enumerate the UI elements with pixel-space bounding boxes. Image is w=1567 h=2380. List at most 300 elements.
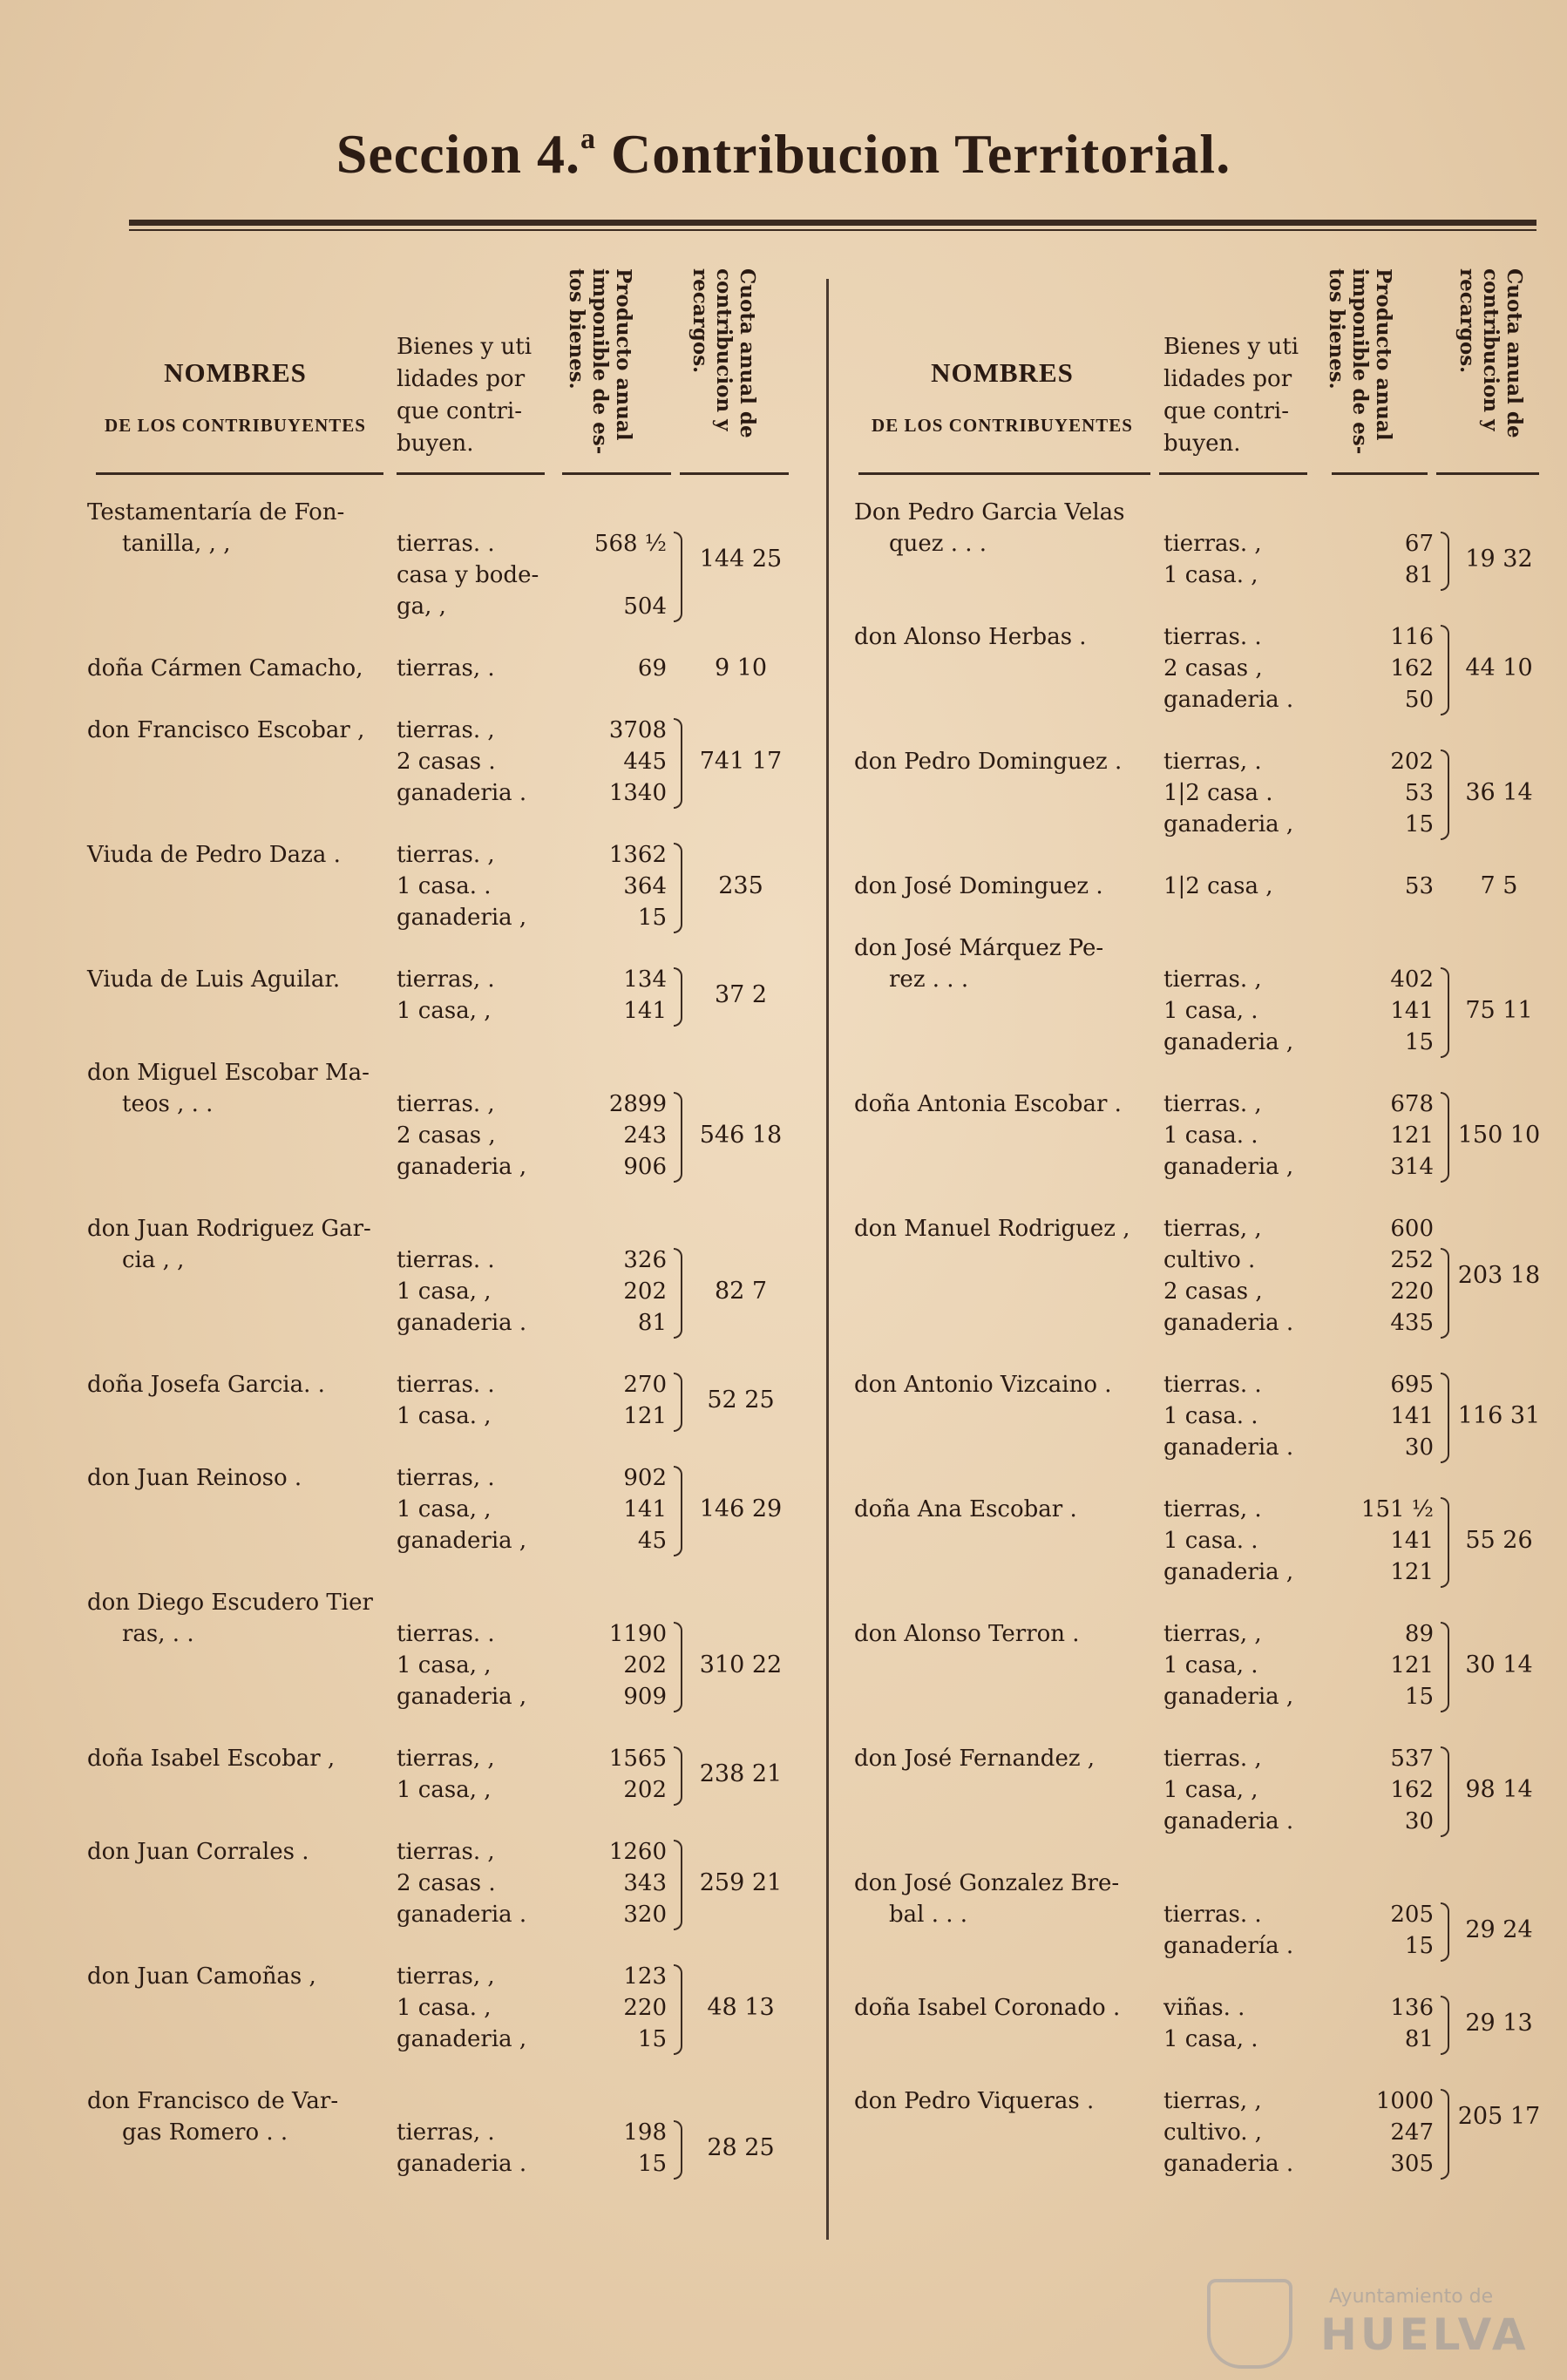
- asset-item: [397, 1400, 684, 1432]
- asset-label: ganaderia .: [1163, 2151, 1294, 2177]
- contributor-entry: [87, 1836, 797, 1961]
- contributor-name: [854, 746, 1168, 777]
- asset-value: 1190: [608, 1621, 667, 1647]
- name-line: don José Dominguez .: [854, 873, 1103, 899]
- contributor-entry: [87, 1057, 797, 1213]
- header-rule: [1159, 472, 1307, 475]
- asset-value: 89: [1404, 1621, 1434, 1647]
- brace: [674, 1466, 682, 1556]
- asset-value: 15: [1404, 811, 1434, 837]
- asset-list: [397, 1743, 684, 1806]
- contributor-entry: [854, 1213, 1543, 1369]
- asset-value: 15: [1404, 1029, 1434, 1055]
- asset-value: 252: [1390, 1247, 1434, 1273]
- contributor-entry: [87, 1213, 797, 1369]
- asset-item: [397, 777, 684, 809]
- tax-amount: 19 32: [1465, 546, 1533, 573]
- contributor-name: [87, 964, 401, 995]
- asset-value: 116: [1390, 624, 1434, 650]
- asset-label: tierras. ,: [397, 1839, 495, 1865]
- asset-item: [397, 2117, 684, 2148]
- name-line: don Diego Escudero Tier: [87, 1590, 373, 1616]
- name-line: tanilla, , ,: [122, 531, 231, 557]
- contributor-entry: [87, 715, 797, 839]
- asset-item: [1163, 809, 1451, 840]
- asset-list: [1163, 528, 1451, 591]
- name-line: doña Cármen Camacho,: [87, 655, 363, 681]
- asset-list: [397, 1369, 684, 1432]
- asset-item: [1163, 1151, 1451, 1183]
- asset-item: [397, 1650, 684, 1681]
- asset-label: cultivo .: [1163, 1247, 1256, 1273]
- asset-item: [1163, 1525, 1451, 1556]
- name-line: don Juan Camoñas ,: [87, 1963, 316, 1990]
- name-line: don Alonso Herbas .: [854, 624, 1087, 650]
- name-line: teos , . .: [122, 1091, 214, 1117]
- name-line: ras, . .: [122, 1621, 194, 1647]
- brace: [674, 967, 682, 1027]
- shield-icon: [1207, 2279, 1292, 2369]
- asset-item: [1163, 1027, 1451, 1058]
- contributor-name: [854, 932, 1168, 995]
- asset-item: [397, 1836, 684, 1868]
- name-line: don Juan Rodriguez Gar-: [87, 1216, 371, 1242]
- tax-amount: 36 14: [1465, 779, 1533, 806]
- asset-label: tierras, .: [397, 2119, 495, 2146]
- asset-value: 53: [1404, 780, 1434, 806]
- asset-item: [1163, 1244, 1451, 1276]
- name-line: Viuda de Luis Aguilar.: [87, 966, 341, 993]
- asset-item: [397, 1462, 684, 1494]
- asset-list: [1163, 871, 1451, 902]
- huelva-watermark: Ayuntamiento de HUELVA: [1207, 2279, 1503, 2357]
- asset-label: tierras. .: [1163, 624, 1262, 650]
- asset-item: [1163, 1743, 1451, 1774]
- asset-item: [397, 1151, 684, 1183]
- asset-value: 1340: [608, 780, 667, 806]
- asset-value: 45: [637, 1528, 667, 1554]
- asset-value: 121: [1390, 1559, 1434, 1585]
- asset-item: [1163, 653, 1451, 684]
- asset-value: 121: [623, 1403, 667, 1429]
- contributor-name: [87, 1743, 401, 1774]
- contributor-name: [87, 653, 401, 684]
- asset-value: 343: [623, 1870, 667, 1896]
- asset-list: [1163, 1992, 1451, 2055]
- contributor-entry: [854, 1369, 1543, 1494]
- asset-label: 1 casa, .: [1163, 1652, 1258, 1678]
- brace: [1441, 1248, 1449, 1339]
- asset-value: 202: [623, 1777, 667, 1803]
- asset-value: 15: [637, 2151, 667, 2177]
- asset-value: 320: [623, 1902, 667, 1928]
- asset-value: 162: [1390, 1777, 1434, 1803]
- asset-item: [397, 1120, 684, 1151]
- header-rule: [1436, 472, 1539, 475]
- asset-label: 2 casas ,: [1163, 655, 1263, 681]
- asset-label: tierras, ,: [397, 1746, 495, 1772]
- asset-value: 205: [1390, 1902, 1434, 1928]
- brace: [1441, 1902, 1449, 1962]
- asset-item: [397, 528, 684, 559]
- name-line: don Manuel Rodriguez ,: [854, 1216, 1130, 1242]
- asset-item: [397, 2148, 684, 2180]
- tax-amount: 205 17: [1457, 2103, 1541, 2130]
- asset-item: [397, 1899, 684, 1930]
- asset-list: [397, 2117, 684, 2180]
- asset-label: 1|2 casa ,: [1163, 873, 1273, 899]
- contributor-name: [854, 2085, 1168, 2117]
- asset-label: tierras. .: [397, 1372, 495, 1398]
- asset-value: 504: [623, 593, 667, 620]
- asset-item: [1163, 964, 1451, 995]
- contributor-name: [87, 1057, 401, 1120]
- brace: [674, 718, 682, 809]
- contributor-entry: [87, 653, 797, 715]
- asset-item: [1163, 1992, 1451, 2024]
- contributor-name: [87, 1587, 401, 1650]
- contributor-entry: [854, 1868, 1543, 1992]
- asset-label: tierras. .: [397, 531, 495, 557]
- tax-amount: 116 31: [1457, 1402, 1541, 1429]
- asset-label: tierras. ,: [1163, 1746, 1262, 1772]
- asset-label: tierras. ,: [1163, 531, 1262, 557]
- asset-item: [1163, 1369, 1451, 1400]
- brace: [674, 843, 682, 933]
- asset-item: [397, 1961, 684, 1992]
- asset-value: 81: [1404, 2026, 1434, 2052]
- name-line: don Francisco de Var-: [87, 2088, 339, 2114]
- asset-label: casa y bode-: [397, 562, 539, 588]
- brace: [674, 532, 682, 622]
- asset-label: tierras, .: [1163, 1496, 1262, 1522]
- brace: [1441, 625, 1449, 715]
- name-line: doña Isabel Escobar ,: [87, 1746, 336, 1772]
- asset-label: 1 casa, ,: [1163, 1777, 1258, 1803]
- asset-label: tierras. .: [397, 1247, 495, 1273]
- asset-label: 1 casa. .: [1163, 1528, 1258, 1554]
- contributor-name: [854, 1618, 1168, 1650]
- asset-label: 2 casas ,: [397, 1122, 496, 1149]
- asset-item: [397, 964, 684, 995]
- asset-label: 1 casa, ,: [397, 1496, 492, 1522]
- asset-item: [397, 871, 684, 902]
- tax-amount: 9 10: [714, 654, 768, 681]
- tax-amount: 28 25: [707, 2134, 775, 2161]
- asset-value: 314: [1390, 1154, 1434, 1180]
- asset-item: [1163, 2117, 1451, 2148]
- header-rule: [96, 472, 383, 475]
- brace: [674, 1092, 682, 1183]
- asset-value: 1000: [1375, 2088, 1434, 2114]
- asset-item: [1163, 621, 1451, 653]
- asset-item: [397, 1681, 684, 1712]
- asset-list: [1163, 964, 1451, 1058]
- name-line: don José Fernandez ,: [854, 1746, 1096, 1772]
- asset-item: [397, 1868, 684, 1899]
- asset-list: [397, 964, 684, 1027]
- asset-item: [1163, 1650, 1451, 1681]
- name-line: don José Márquez Pe-: [854, 935, 1104, 961]
- asset-label: 1 casa, ,: [397, 1278, 492, 1305]
- asset-value: 600: [1390, 1216, 1434, 1242]
- asset-value: 402: [1390, 966, 1434, 993]
- asset-item: [1163, 746, 1451, 777]
- contributor-name: [87, 1961, 401, 1992]
- asset-item: [1163, 1494, 1451, 1525]
- asset-label: tierras, ,: [1163, 2088, 1262, 2114]
- left-entries: [87, 497, 797, 2210]
- contributor-name: [854, 1369, 1168, 1400]
- tax-amount: 259 21: [699, 1869, 783, 1896]
- asset-item: [397, 1494, 684, 1525]
- asset-value: 568 ½: [594, 531, 667, 557]
- asset-value: 121: [1390, 1122, 1434, 1149]
- header-names: NOMBRES DE LOS CONTRIBUYENTES: [872, 357, 1133, 436]
- tax-amount: 29 13: [1465, 2010, 1533, 2037]
- asset-item: [1163, 1899, 1451, 1930]
- page-title: Seccion 4.$^a$ Contribucion Territorial.: [336, 123, 1231, 185]
- brace: [1441, 532, 1449, 591]
- asset-label: 2 casas ,: [1163, 1278, 1263, 1305]
- asset-value: 30: [1404, 1808, 1434, 1834]
- asset-item: [1163, 995, 1451, 1027]
- asset-label: 2 casas .: [397, 1870, 496, 1896]
- asset-label: tierras, .: [397, 1465, 495, 1491]
- asset-list: [1163, 1369, 1451, 1463]
- asset-label: tierras, ,: [1163, 1621, 1262, 1647]
- header-rule: [397, 472, 545, 475]
- contributor-name: [854, 1494, 1168, 1525]
- asset-item: [397, 1369, 684, 1400]
- contributor-name: [854, 1868, 1168, 1930]
- asset-item: [1163, 777, 1451, 809]
- asset-value: 151 ½: [1360, 1496, 1434, 1522]
- asset-item: [397, 2024, 684, 2055]
- asset-list: [1163, 746, 1451, 840]
- tax-amount: 55 26: [1465, 1527, 1533, 1554]
- name-line: don Pedro Dominguez .: [854, 749, 1123, 775]
- brace: [1441, 1746, 1449, 1837]
- name-line: don Miguel Escobar Ma-: [87, 1060, 370, 1086]
- asset-label: ganaderia ,: [397, 2026, 527, 2052]
- asset-value: 435: [1390, 1310, 1434, 1336]
- asset-label: 1 casa. .: [1163, 1403, 1258, 1429]
- asset-value: 141: [1390, 1403, 1434, 1429]
- asset-label: viñas. .: [1163, 1995, 1245, 2021]
- brace: [1441, 1373, 1449, 1463]
- asset-label: 1|2 casa .: [1163, 780, 1273, 806]
- name-line: Viuda de Pedro Daza .: [87, 842, 341, 868]
- contributor-entry: [854, 1992, 1543, 2085]
- name-line: bal . . .: [889, 1902, 968, 1928]
- asset-value: 326: [623, 1247, 667, 1273]
- name-line: don Francisco Escobar ,: [87, 717, 365, 743]
- asset-list: [397, 1088, 684, 1183]
- asset-item: [1163, 528, 1451, 559]
- asset-item: [397, 1307, 684, 1339]
- asset-value: 537: [1390, 1746, 1434, 1772]
- asset-value: 305: [1390, 2151, 1434, 2177]
- asset-label: ganaderia .: [397, 1902, 527, 1928]
- asset-value: 270: [623, 1372, 667, 1398]
- asset-item: [1163, 1276, 1451, 1307]
- asset-label: cultivo. ,: [1163, 2119, 1263, 2146]
- asset-value: 141: [623, 998, 667, 1024]
- asset-label: tierras. ,: [1163, 1091, 1262, 1117]
- asset-value: 136: [1390, 1995, 1434, 2021]
- asset-label: 1 casa, ,: [397, 1652, 492, 1678]
- contributor-name: [87, 1369, 401, 1400]
- brace: [1441, 967, 1449, 1058]
- asset-value: 53: [1404, 873, 1434, 899]
- contributor-entry: [854, 497, 1543, 621]
- asset-list: [397, 1961, 684, 2055]
- name-line: cia , ,: [122, 1247, 185, 1273]
- asset-list: [397, 1836, 684, 1930]
- asset-label: ganaderia .: [397, 2151, 527, 2177]
- asset-value: 445: [623, 749, 667, 775]
- asset-list: [397, 528, 684, 622]
- asset-label: 2 casas .: [397, 749, 496, 775]
- asset-label: tierras. ,: [397, 842, 495, 868]
- asset-label: tierras, ,: [397, 1963, 495, 1990]
- contributor-entry: [87, 2085, 797, 2210]
- asset-item: [1163, 1432, 1451, 1463]
- asset-label: tierras, .: [1163, 749, 1262, 775]
- asset-value: 15: [637, 2026, 667, 2052]
- asset-item: [397, 1992, 684, 2024]
- contributor-entry: [87, 1369, 797, 1462]
- title-rule: [129, 220, 1536, 226]
- asset-label: ganaderia ,: [1163, 1154, 1294, 1180]
- tax-amount: 75 11: [1465, 997, 1533, 1024]
- header-producto: Producto anual imponible de es- tos bienes.: [565, 268, 635, 455]
- asset-label: tierras, .: [397, 966, 495, 993]
- asset-value: 30: [1404, 1434, 1434, 1461]
- contributor-name: [87, 1462, 401, 1494]
- brace: [1441, 1622, 1449, 1712]
- asset-label: ganaderia .: [1163, 1808, 1294, 1834]
- tax-amount: 48 13: [707, 1994, 775, 2021]
- brace: [674, 2120, 682, 2180]
- asset-label: ganaderia ,: [1163, 1029, 1294, 1055]
- left-column: [87, 261, 797, 2210]
- tax-amount: 235: [718, 872, 763, 899]
- asset-item: [397, 1088, 684, 1120]
- asset-item: [1163, 871, 1451, 902]
- asset-item: [397, 995, 684, 1027]
- tax-amount: 52 25: [707, 1387, 775, 1414]
- asset-item: [1163, 1120, 1451, 1151]
- asset-value: 141: [1390, 1528, 1434, 1554]
- asset-item: [1163, 1088, 1451, 1120]
- asset-value: 141: [1390, 998, 1434, 1024]
- tax-amount: 144 25: [699, 546, 783, 573]
- asset-label: ganaderia .: [1163, 1310, 1294, 1336]
- asset-value: 1260: [608, 1839, 667, 1865]
- tax-amount: 203 18: [1457, 1262, 1541, 1289]
- header-bienes: Bienes y uti lidades por que contri- buyen.: [1163, 334, 1299, 457]
- asset-value: 906: [623, 1154, 667, 1180]
- contributor-entry: [87, 497, 797, 653]
- asset-list: [397, 1462, 684, 1556]
- asset-value: 81: [1404, 562, 1434, 588]
- name-line: quez . . .: [889, 531, 987, 557]
- asset-list: [1163, 1088, 1451, 1183]
- asset-label: 1 casa, ,: [397, 1777, 492, 1803]
- contributor-name: [854, 1213, 1168, 1244]
- asset-value: 902: [623, 1465, 667, 1491]
- contributor-name: [87, 1836, 401, 1868]
- brace: [1441, 749, 1449, 840]
- asset-label: 1 casa. ,: [397, 1995, 492, 2021]
- asset-item: [397, 1276, 684, 1307]
- asset-item: [397, 1743, 684, 1774]
- asset-list: [1163, 621, 1451, 715]
- contributor-name: [87, 839, 401, 871]
- asset-item: [397, 839, 684, 871]
- contributor-name: [854, 871, 1168, 902]
- asset-item: [397, 902, 684, 933]
- asset-value: 69: [637, 655, 667, 681]
- asset-value: 1565: [608, 1746, 667, 1772]
- asset-value: 202: [1390, 749, 1434, 775]
- asset-item: [1163, 2024, 1451, 2055]
- contributor-name: [87, 497, 401, 559]
- asset-item: [1163, 1681, 1451, 1712]
- title-rule-thin: [129, 229, 1536, 231]
- asset-item: [397, 1618, 684, 1650]
- contributor-entry: [854, 746, 1543, 871]
- name-line: don Alonso Terron .: [854, 1621, 1080, 1647]
- asset-value: 202: [623, 1278, 667, 1305]
- asset-item: [1163, 1556, 1451, 1588]
- right-column: [854, 261, 1543, 2210]
- asset-label: 1 casa. ,: [397, 1403, 492, 1429]
- name-line: don Pedro Viqueras .: [854, 2088, 1095, 2114]
- asset-value: 162: [1390, 655, 1434, 681]
- asset-value: 1362: [608, 842, 667, 868]
- asset-list: [1163, 1494, 1451, 1588]
- asset-value: 134: [623, 966, 667, 993]
- contributor-entry: [87, 1587, 797, 1743]
- contributor-name: [87, 715, 401, 746]
- asset-value: 364: [623, 873, 667, 899]
- asset-item: [1163, 2085, 1451, 2117]
- asset-value: 81: [637, 1310, 667, 1336]
- asset-item: [397, 1774, 684, 1806]
- asset-value: 220: [1390, 1278, 1434, 1305]
- asset-item: [397, 591, 684, 622]
- contributor-entry: [87, 839, 797, 964]
- tax-amount: 146 29: [699, 1495, 783, 1522]
- asset-list: [397, 1618, 684, 1712]
- asset-item: [1163, 1400, 1451, 1432]
- asset-value: 220: [623, 1995, 667, 2021]
- contributor-name: [854, 1743, 1168, 1774]
- header-producto: Producto anual imponible de es- tos bienes.: [1325, 268, 1395, 455]
- asset-list: [397, 1244, 684, 1339]
- asset-label: tierras. .: [397, 1621, 495, 1647]
- contributor-entry: [87, 964, 797, 1057]
- asset-label: ganaderia ,: [1163, 1684, 1294, 1710]
- asset-list: [1163, 1213, 1451, 1339]
- asset-item: [1163, 1618, 1451, 1650]
- name-line: doña Ana Escobar .: [854, 1496, 1077, 1522]
- asset-item: [397, 653, 684, 684]
- name-line: don José Gonzalez Bre-: [854, 1870, 1120, 1896]
